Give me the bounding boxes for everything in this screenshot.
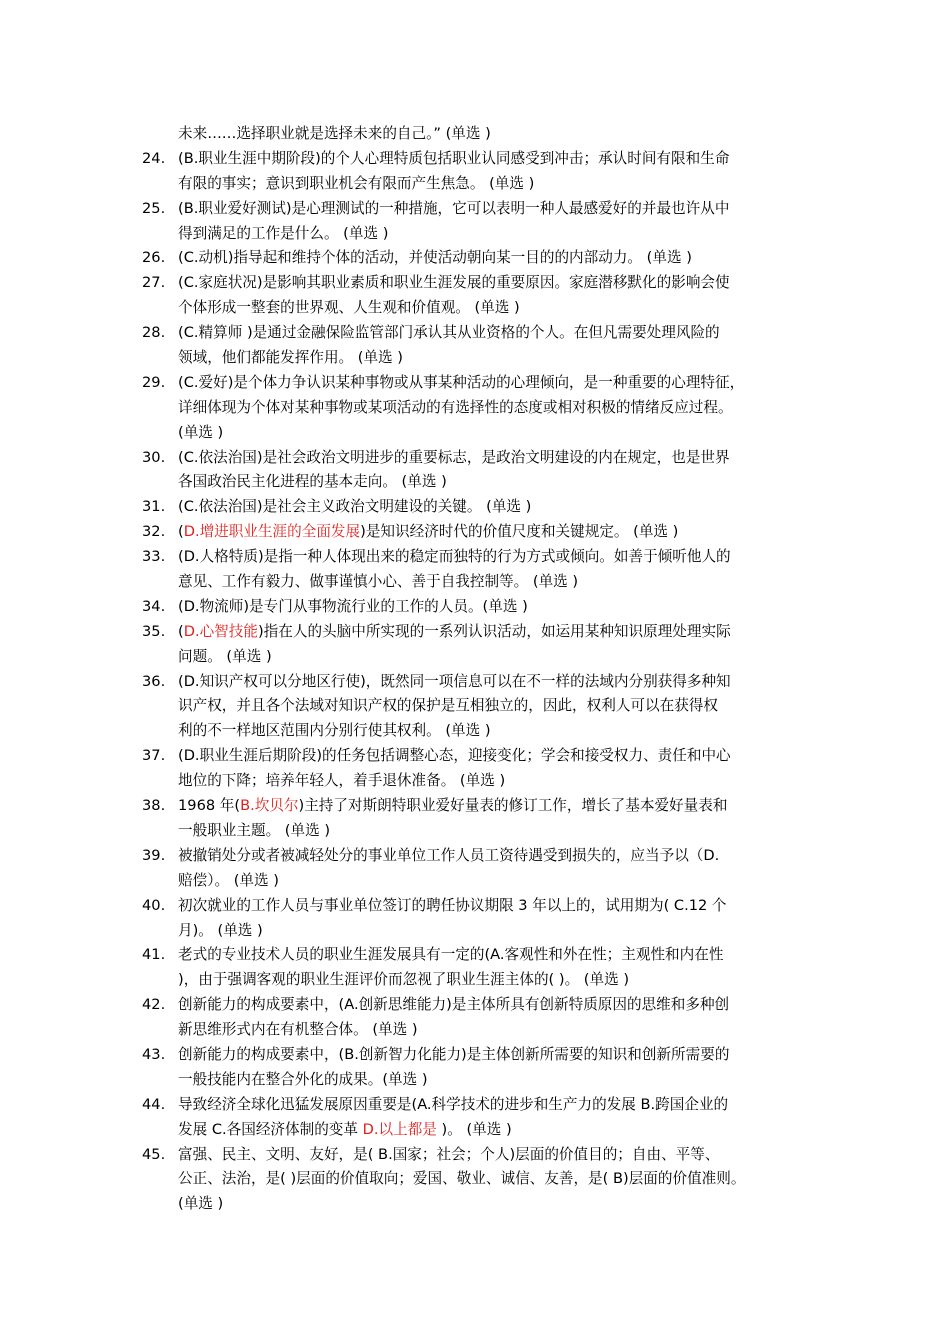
text-segment: 创新能力的构成要素中，(B.创新智力化能力)是主体创新所需要的知识和创新所需要的: [178, 1045, 730, 1063]
question-line: [142, 197, 822, 222]
question-number: 32.: [142, 523, 166, 541]
text-segment: (D.人格特质)是指一种人体现出来的稳定而独特的行为方式或倾向。如善于倾听他人的: [178, 548, 731, 566]
question-line: [142, 894, 822, 919]
text-segment: (D.职业生涯后期阶段)的任务包括调整心态，迎接变化；学会和接受权力、责任和中心: [178, 747, 731, 765]
continuation-line: [142, 645, 822, 670]
continuation-line: [142, 1018, 822, 1043]
continuation-line: [142, 769, 822, 794]
text-segment: )指在人的头脑中所实现的一系列认识活动，如运用某种知识原理处理实际: [257, 622, 731, 640]
text-segment: (D.物流师)是专门从事物流行业的工作的人员。(单选 ): [178, 597, 528, 615]
text-segment: 被撤销处分或者被减轻处分的事业单位工作人员工资待遇受到损失的，应当予以（D.: [178, 846, 720, 864]
continuation-line: [142, 719, 822, 744]
continuation-line: [142, 470, 822, 495]
question-text: [178, 894, 727, 919]
question-text: [178, 346, 403, 371]
text-segment: 月)。 (单选 ): [178, 921, 263, 939]
question-line: [142, 545, 822, 570]
question-line: [142, 744, 822, 769]
question-text: [178, 694, 718, 719]
question-text: [178, 1167, 745, 1192]
question-text: [178, 993, 729, 1018]
continuation-line: [142, 919, 822, 944]
question-line: [142, 371, 822, 396]
question-line: [142, 1143, 822, 1168]
question-line: [142, 620, 822, 645]
text-segment: 1968 年(: [178, 797, 241, 815]
question-number: 42.: [142, 996, 166, 1014]
continuation-line: [142, 570, 822, 595]
question-number: 37.: [142, 747, 166, 765]
question-number: 33.: [142, 548, 166, 566]
question-text: [178, 620, 731, 645]
question-text: [178, 1093, 728, 1118]
text-segment: )主持了对斯朗特职业爱好量表的修订工作，增长了基本爱好量表和: [298, 797, 728, 815]
question-line: [142, 670, 822, 695]
question-text: [178, 1018, 418, 1043]
text-segment: 一般职业主题。 (单选 ): [178, 821, 331, 839]
question-line: [142, 1093, 822, 1118]
question-text: [178, 869, 279, 894]
question-number: 39.: [142, 846, 166, 864]
text-segment: 富强、民主、文明、友好，是( B.国家；社会；个人)层面的价值目的；自由、平等、: [178, 1145, 720, 1163]
question-text: [178, 1068, 428, 1093]
question-text: [178, 222, 388, 247]
question-text: [178, 744, 731, 769]
text-segment: (C.依法治国)是社会政治文明进步的重要标志，是政治文明建设的内在规定，也是世界: [178, 448, 730, 466]
question-number: 29.: [142, 373, 166, 391]
highlighted-answer: D.增进职业生涯的全面发展: [183, 523, 361, 541]
question-line: [142, 993, 822, 1018]
question-text: [178, 172, 534, 197]
question-line: [142, 844, 822, 869]
question-line: [142, 446, 822, 471]
question-text: [178, 470, 447, 495]
text-segment: (C.爱好)是个体力争认识某种事物或从事某种活动的心理倾向，是一种重要的心理特征，: [178, 373, 745, 391]
continuation-line: [142, 222, 822, 247]
question-number: 40.: [142, 896, 166, 914]
question-text: [178, 197, 729, 222]
question-text: [178, 1143, 719, 1168]
text-segment: 老式的专业技术人员的职业生涯发展具有一定的(A.客观性和外在性；主观性和内在性: [178, 946, 724, 964]
continuation-line: [142, 819, 822, 844]
question-number: 30.: [142, 448, 166, 466]
text-segment: 利的不一样地区范围内分别行使其权利。 (单选 ): [178, 722, 491, 740]
question-number: 28.: [142, 324, 166, 342]
question-text: [178, 819, 330, 844]
text-segment: )。 (单选 ): [436, 1120, 512, 1138]
question-line: [142, 321, 822, 346]
question-number: 25.: [142, 199, 166, 217]
text-segment: (B.职业生涯中期阶段)的个人心理特质包括职业认同感受到冲击；承认时间有限和生命: [178, 149, 730, 167]
question-line: [142, 520, 822, 545]
question-text: [178, 495, 531, 520]
text-segment: (C.精算师 )是通过金融保险监管部门承认其从业资格的个人。在但凡需要处理风险的: [178, 324, 720, 342]
text-segment: 未来……选择职业就是选择未来的自己。” (单选 ): [178, 125, 491, 142]
continuation-line: [142, 122, 822, 147]
question-text: [178, 446, 730, 471]
text-segment: 赔偿）。 (单选 ): [178, 871, 279, 889]
text-segment: (C.动机)指导起和维持个体的活动，并使活动朝向某一目的的内部动力。 (单选 ): [178, 249, 692, 267]
text-segment: )，由于强调客观的职业生涯评价而忽视了职业生涯主体的( )。 (单选 ): [178, 971, 630, 989]
highlighted-answer: D.以上都是: [362, 1120, 437, 1138]
text-segment: 识产权，并且各个法域对知识产权的保护是互相独立的，因此，权利人可以在获得权: [178, 697, 718, 715]
continuation-line: [142, 421, 822, 446]
text-segment: )是知识经济时代的价值尺度和关键规定。 (单选 ): [360, 523, 679, 541]
highlighted-answer: B.坎贝尔: [240, 797, 299, 815]
question-text: [178, 371, 744, 396]
text-segment: (C.家庭状况)是影响其职业素质和职业生涯发展的重要原因。家庭潜移默化的影响会使: [178, 274, 730, 292]
text-segment: 有限的事实；意识到职业机会有限而产生焦急。 (单选 ): [178, 174, 535, 192]
question-text: [178, 670, 731, 695]
question-number: 36.: [142, 672, 166, 690]
text-segment: 地位的下降；培养年轻人，着手退休准备。 (单选 ): [178, 772, 506, 790]
question-text: [178, 943, 723, 968]
question-number: 24.: [142, 149, 166, 167]
question-number: 34.: [142, 597, 166, 615]
question-text: [178, 271, 730, 296]
text-segment: (: [178, 523, 184, 541]
question-text: [178, 1192, 223, 1217]
text-segment: 发展 C.各国经济体制的变革: [178, 1120, 363, 1138]
continuation-line: [142, 296, 822, 321]
text-segment: 初次就业的工作人员与事业单位签订的聘任协议期限 3 年以上的，试用期为( C.12 个: [178, 896, 727, 914]
question-line: [142, 147, 822, 172]
question-text: [178, 321, 720, 346]
continuation-line: [142, 172, 822, 197]
question-number: 26.: [142, 249, 166, 267]
question-text: [178, 396, 733, 421]
text-segment: 领域，他们都能发挥作用。 (单选 ): [178, 349, 403, 367]
question-text: [178, 246, 692, 271]
question-number: 35.: [142, 622, 166, 640]
text-segment: 一般技能内在整合外化的成果。(单选 ): [178, 1070, 428, 1088]
question-text: [178, 421, 223, 446]
continuation-line: [142, 1068, 822, 1093]
question-number: 43.: [142, 1045, 166, 1063]
text-segment: (C.依法治国)是社会主义政治文明建设的关键。 (单选 ): [178, 498, 532, 516]
question-text: [178, 296, 520, 321]
continuation-line: [142, 1192, 822, 1217]
question-text: [178, 645, 272, 670]
question-text: [178, 570, 578, 595]
text-segment: 新思维形式内在有机整合体。 (单选 ): [178, 1021, 418, 1039]
text-segment: 问题。 (单选 ): [178, 647, 272, 665]
question-line: [142, 794, 822, 819]
question-number: 45.: [142, 1145, 166, 1163]
text-segment: 个体形成一整套的世界观、人生观和价值观。 (单选 ): [178, 299, 520, 317]
question-line: [142, 246, 822, 271]
question-text: [178, 1118, 512, 1143]
question-number: 38.: [142, 797, 166, 815]
question-text: [178, 968, 629, 993]
question-text: [178, 794, 727, 819]
question-number: 31.: [142, 498, 166, 516]
continuation-line: [142, 694, 822, 719]
question-number: 41.: [142, 946, 166, 964]
question-text: [178, 147, 729, 172]
continuation-line: [142, 396, 822, 421]
continuation-line: [142, 869, 822, 894]
question-text: [178, 719, 491, 744]
question-text: [178, 545, 731, 570]
continuation-line: [142, 1118, 822, 1143]
question-text: [178, 122, 491, 147]
question-line: [142, 271, 822, 296]
text-segment: 详细体现为个体对某种事物或某项活动的有选择性的态度或相对积极的情绪反应过程。: [178, 398, 733, 416]
question-number: 27.: [142, 274, 166, 292]
text-segment: (D.知识产权可以分地区行使)，既然同一项信息可以在不一样的法域内分别获得多种知: [178, 672, 731, 690]
text-segment: 导致经济全球化迅猛发展原因重要是(A.科学技术的进步和生产力的发展 B.跨国企业的: [178, 1095, 729, 1113]
question-line: [142, 1043, 822, 1068]
text-segment: (B.职业爱好测试)是心理测试的一种措施，它可以表明一种人最感爱好的并最也许从中: [178, 199, 730, 217]
continuation-line: [142, 346, 822, 371]
question-line: [142, 943, 822, 968]
text-segment: 创新能力的构成要素中，(A.创新思维能力)是主体所具有创新特质原因的思维和多种创: [178, 996, 730, 1014]
question-text: [178, 769, 505, 794]
question-line: [142, 495, 822, 520]
text-segment: 得到满足的工作是什么。 (单选 ): [178, 224, 389, 242]
question-list: [142, 122, 822, 1217]
text-segment: (单选 ): [178, 423, 224, 441]
highlighted-answer: D.心智技能: [183, 622, 258, 640]
question-number: 44.: [142, 1095, 166, 1113]
question-text: [178, 520, 678, 545]
question-line: [142, 595, 822, 620]
question-text: [178, 919, 263, 944]
text-segment: (: [178, 622, 184, 640]
question-text: [178, 844, 719, 869]
text-segment: 意见、工作有毅力、做事谨慎小心、善于自我控制等。 (单选 ): [178, 573, 579, 591]
text-segment: (单选 ): [178, 1195, 224, 1213]
question-text: [178, 595, 528, 620]
continuation-line: [142, 968, 822, 993]
text-segment: 公正、法治，是( )层面的价值取向；爱国、敬业、诚信、友善，是( B)层面的价值准则。: [178, 1170, 746, 1188]
text-segment: 各国政治民主化进程的基本走向。 (单选 ): [178, 473, 447, 491]
continuation-line: [142, 1167, 822, 1192]
question-text: [178, 1043, 729, 1068]
